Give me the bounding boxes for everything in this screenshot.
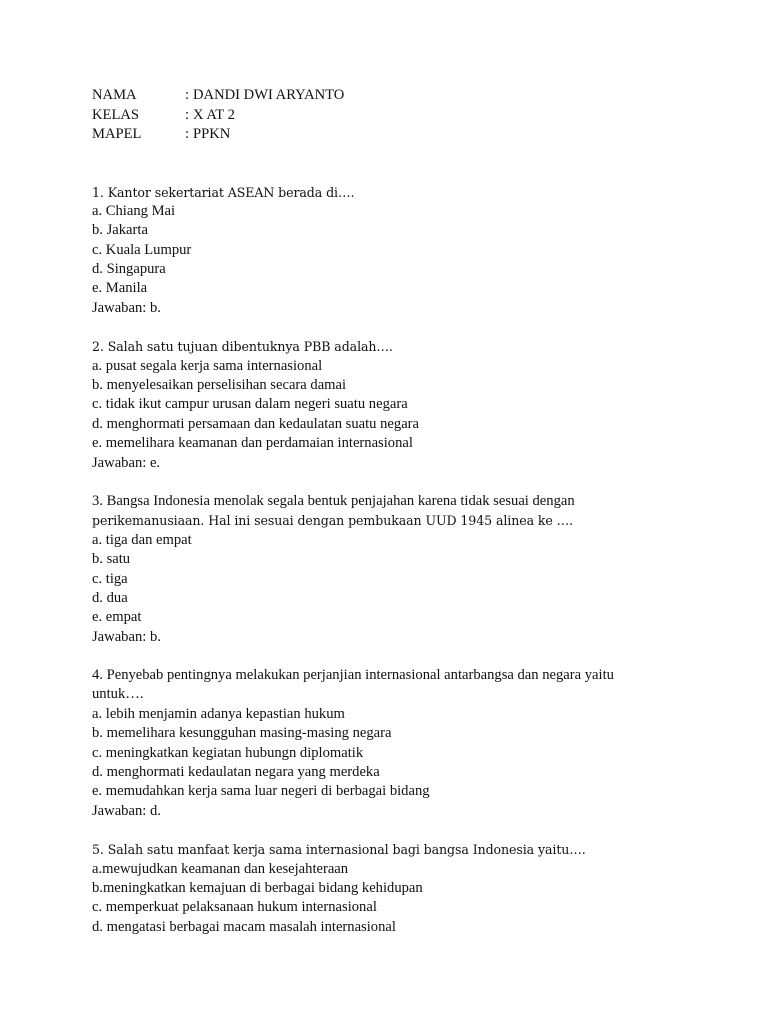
option-b: b. menyelesaikan perselisihan secara damai	[92, 377, 347, 394]
option-a: a. Chiang Mai	[92, 202, 176, 219]
option-c: c. Kuala Lumpur	[92, 241, 192, 258]
question-text: 2. Salah satu tujuan dibentuknya PBB adalah….	[92, 339, 393, 355]
answer: Jawaban: e.	[92, 454, 161, 471]
option-e: e. Manila	[92, 280, 148, 297]
option-e: e. memelihara keamanan dan perdamaian internasional	[92, 435, 413, 452]
question-text-continued: untuk….	[92, 686, 144, 703]
header-row-mapel	[92, 125, 732, 145]
question-5	[92, 840, 732, 937]
option-e: e. memudahkan kerja sama luar negeri di berbagai bidang	[92, 783, 430, 800]
header-value-subject: PPKN	[193, 126, 231, 142]
option-c: c. tiga	[92, 570, 128, 587]
option-d: d. mengatasi berbagai macam masalah internasional	[92, 918, 396, 935]
document-body	[92, 86, 732, 956]
option-d: d. menghormati persamaan dan kedaulatan suatu negara	[92, 415, 420, 432]
header-colon: :	[185, 106, 190, 123]
question-list	[92, 183, 732, 938]
header-value-class: X AT 2	[193, 106, 235, 123]
question-2	[92, 337, 732, 473]
header-colon: :	[185, 126, 190, 142]
answer: Jawaban: d.	[92, 802, 161, 819]
question-text: 3. Bangsa Indonesia menolak segala bentuk penjajahan karena tidak sesuai dengan	[92, 492, 575, 509]
answer: Jawaban: b.	[92, 628, 161, 645]
header-row-kelas	[92, 106, 732, 126]
option-a: a.mewujudkan keamanan dan kesejahteraan	[92, 860, 349, 877]
answer: Jawaban: b.	[92, 299, 161, 316]
option-b: b. satu	[92, 551, 131, 568]
header-label: NAMA	[92, 87, 137, 103]
question-text: 1. Kantor sekertariat ASEAN berada di….	[92, 184, 355, 200]
option-a: a. pusat segala kerja sama internasional	[92, 357, 323, 374]
question-text: 4. Penyebab pentingnya melakukan perjanjian internasional antarbangsa dan negara yaitu	[92, 667, 614, 684]
option-b: b.meningkatkan kemajuan di berbagai bidang kehidupan	[92, 880, 423, 896]
question-text-continued: perikemanusiaan. Hal ini sesuai dengan pembukaan UUD 1945 alinea ke ….	[92, 513, 574, 529]
question-4	[92, 666, 732, 821]
header-label: MAPEL	[92, 126, 142, 142]
question-1	[92, 183, 732, 319]
option-b: b. Jakarta	[92, 222, 148, 239]
option-a: a. tiga dan empat	[92, 531, 192, 548]
option-d: d. Singapura	[92, 261, 166, 278]
header-colon: :	[185, 87, 190, 103]
option-c: c. memperkuat pelaksanaan hukum internasional	[92, 899, 377, 916]
question-text: 5. Salah satu manfaat kerja sama internasional bagi bangsa Indonesia yaitu….	[92, 842, 586, 858]
header-row-nama	[92, 86, 732, 106]
question-3	[92, 492, 732, 647]
header-value-name: DANDI DWI ARYANTO	[193, 87, 345, 103]
option-d: d. menghormati kedaulatan negara yang merdeka	[92, 764, 380, 781]
option-d: d. dua	[92, 589, 128, 606]
option-c: c. meningkatkan kegiatan hubungn diplomatik	[92, 744, 364, 761]
option-c: c. tidak ikut campur urusan dalam negeri suatu negara	[92, 396, 408, 413]
header-label: KELAS	[92, 106, 140, 123]
option-b: b. memelihara kesungguhan masing-masing negara	[92, 725, 392, 742]
student-info-header	[92, 86, 732, 145]
option-e: e. empat	[92, 609, 142, 626]
option-a: a. lebih menjamin adanya kepastian hukum	[92, 705, 345, 722]
